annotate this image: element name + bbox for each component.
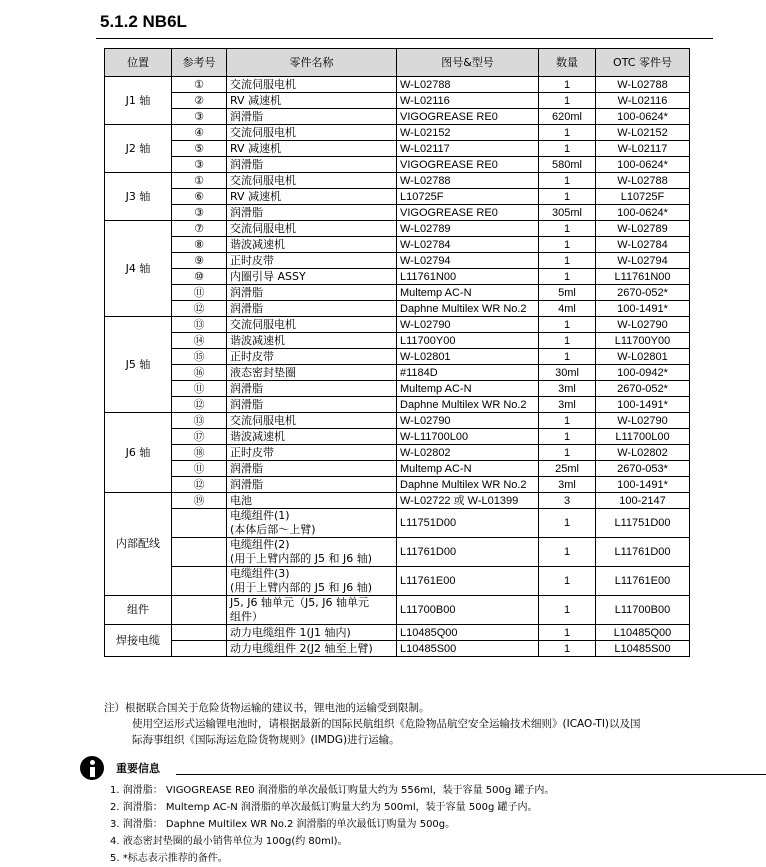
position-cell: J5 轴 bbox=[105, 317, 172, 413]
model-cell: VIGOGREASE RE0 bbox=[397, 157, 539, 173]
otc-cell: 2670-052* bbox=[596, 381, 690, 397]
part-name-cell: 润滑脂 bbox=[227, 397, 397, 413]
model-cell: W-L02152 bbox=[397, 125, 539, 141]
otc-cell: W-L02794 bbox=[596, 253, 690, 269]
model-cell: Daphne Multilex WR No.2 bbox=[397, 477, 539, 493]
part-name-cell: 液态密封垫圈 bbox=[227, 365, 397, 381]
otc-cell: L10485S00 bbox=[596, 641, 690, 657]
table-row bbox=[105, 285, 690, 301]
model-cell: W-L02801 bbox=[397, 349, 539, 365]
part-name-cell: 谐波减速机 bbox=[227, 429, 397, 445]
ref-cell bbox=[172, 596, 227, 625]
part-name-cell: 润滑脂 bbox=[227, 205, 397, 221]
model-cell: L10485S00 bbox=[397, 641, 539, 657]
qty-cell: 1 bbox=[539, 125, 596, 141]
part-name-cell: 正时皮带 bbox=[227, 445, 397, 461]
qty-cell: 1 bbox=[539, 445, 596, 461]
qty-cell: 1 bbox=[539, 317, 596, 333]
position-cell: J1 轴 bbox=[105, 77, 172, 125]
table-row bbox=[105, 493, 690, 509]
part-name-cell: 交流伺服电机 bbox=[227, 317, 397, 333]
part-name-cell: 谐波减速机 bbox=[227, 333, 397, 349]
otc-cell: L10485Q00 bbox=[596, 625, 690, 641]
part-name-cell: 动力电缆组件 2(J2 轴至上臂) bbox=[227, 641, 397, 657]
table-row bbox=[105, 237, 690, 253]
ref-cell: ⑪ bbox=[172, 285, 227, 301]
part-name-line: J5, J6 轴单元（J5, J6 轴单元 bbox=[230, 596, 369, 609]
qty-cell: 1 bbox=[539, 173, 596, 189]
model-cell: W-L02802 bbox=[397, 445, 539, 461]
part-name-cell: 交流伺服电机 bbox=[227, 413, 397, 429]
part-name-cell: 正时皮带 bbox=[227, 253, 397, 269]
otc-cell: L11751D00 bbox=[596, 509, 690, 538]
table-row bbox=[105, 125, 690, 141]
ref-cell: ② bbox=[172, 93, 227, 109]
part-name-line: 组件） bbox=[230, 610, 263, 623]
otc-cell: L11761E00 bbox=[596, 567, 690, 596]
qty-cell: 1 bbox=[539, 237, 596, 253]
otc-cell: W-L02802 bbox=[596, 445, 690, 461]
qty-cell: 25ml bbox=[539, 461, 596, 477]
part-name-cell: 润滑脂 bbox=[227, 109, 397, 125]
qty-cell: 1 bbox=[539, 413, 596, 429]
qty-cell: 580ml bbox=[539, 157, 596, 173]
header-position: 位置 bbox=[105, 49, 172, 77]
model-cell: L10725F bbox=[397, 189, 539, 205]
otc-cell: L10725F bbox=[596, 189, 690, 205]
ref-cell: ① bbox=[172, 77, 227, 93]
important-title: 重要信息 bbox=[116, 762, 160, 775]
ref-cell: ① bbox=[172, 173, 227, 189]
part-name-line: 电缆组件(1) bbox=[230, 509, 290, 522]
position-cell: J3 轴 bbox=[105, 173, 172, 221]
ref-cell: ⑦ bbox=[172, 221, 227, 237]
qty-cell: 4ml bbox=[539, 301, 596, 317]
otc-cell: W-L02788 bbox=[596, 77, 690, 93]
otc-cell: 2670-052* bbox=[596, 285, 690, 301]
table-row bbox=[105, 381, 690, 397]
table-row bbox=[105, 538, 690, 567]
list-item: 2. 润滑脂： Multemp AC-N 润滑脂的单次最低订购量大约为 500ml，装于容量 500g 罐子内。 bbox=[110, 802, 538, 813]
position-cell: 焊接电缆 bbox=[105, 625, 172, 657]
qty-cell: 305ml bbox=[539, 205, 596, 221]
otc-cell: W-L02790 bbox=[596, 413, 690, 429]
qty-cell: 1 bbox=[539, 567, 596, 596]
position-cell: J2 轴 bbox=[105, 125, 172, 173]
ref-cell: ③ bbox=[172, 109, 227, 125]
model-cell: L11751D00 bbox=[397, 509, 539, 538]
otc-cell: W-L02788 bbox=[596, 173, 690, 189]
qty-cell: 1 bbox=[539, 641, 596, 657]
table-row bbox=[105, 301, 690, 317]
table-row bbox=[105, 445, 690, 461]
otc-cell: 100-1491* bbox=[596, 477, 690, 493]
ref-cell: ⑧ bbox=[172, 237, 227, 253]
part-name-line: (用于上臂内部的 J5 和 J6 轴) bbox=[230, 581, 373, 594]
header-qty: 数量 bbox=[539, 49, 596, 77]
part-name-cell: RV 减速机 bbox=[227, 93, 397, 109]
table-row bbox=[105, 157, 690, 173]
ref-cell bbox=[172, 567, 227, 596]
table-row bbox=[105, 77, 690, 93]
otc-cell: 100-1491* bbox=[596, 301, 690, 317]
qty-cell: 1 bbox=[539, 189, 596, 205]
ref-cell: ⑫ bbox=[172, 397, 227, 413]
qty-cell: 620ml bbox=[539, 109, 596, 125]
table-row bbox=[105, 317, 690, 333]
list-item: 3. 润滑脂： Daphne Multilex WR No.2 润滑脂的单次最低订购量为 500g。 bbox=[110, 819, 456, 830]
position-cell: 组件 bbox=[105, 596, 172, 625]
part-name-line: 电缆组件(2) bbox=[230, 538, 290, 551]
list-item: 1. 润滑脂： VIGOGREASE RE0 润滑脂的单次最低订购量大约为 556ml，装于容量 500g 罐子内。 bbox=[110, 785, 555, 796]
otc-cell: 100-0942* bbox=[596, 365, 690, 381]
ref-cell: ⑥ bbox=[172, 189, 227, 205]
model-cell: L11700B00 bbox=[397, 596, 539, 625]
position-cell: 内部配线 bbox=[105, 493, 172, 596]
ref-cell bbox=[172, 625, 227, 641]
qty-cell: 1 bbox=[539, 77, 596, 93]
model-cell: W-L02117 bbox=[397, 141, 539, 157]
ref-cell: ⑫ bbox=[172, 301, 227, 317]
ref-cell: ⑪ bbox=[172, 461, 227, 477]
otc-cell: W-L02116 bbox=[596, 93, 690, 109]
part-name-cell: 交流伺服电机 bbox=[227, 125, 397, 141]
otc-cell: 100-0624* bbox=[596, 109, 690, 125]
model-cell: Daphne Multilex WR No.2 bbox=[397, 301, 539, 317]
section-heading bbox=[96, 8, 713, 39]
qty-cell: 1 bbox=[539, 429, 596, 445]
ref-cell: ⑬ bbox=[172, 413, 227, 429]
otc-cell: 100-0624* bbox=[596, 205, 690, 221]
header-ref: 参考号 bbox=[172, 49, 227, 77]
ref-cell: ⑫ bbox=[172, 477, 227, 493]
qty-cell: 3 bbox=[539, 493, 596, 509]
ref-cell: ⑬ bbox=[172, 317, 227, 333]
part-name-cell: 润滑脂 bbox=[227, 477, 397, 493]
part-name-cell: 谐波减速机 bbox=[227, 237, 397, 253]
ref-cell bbox=[172, 538, 227, 567]
part-name-cell: 电池 bbox=[227, 493, 397, 509]
model-cell: L10485Q00 bbox=[397, 625, 539, 641]
table-header-row bbox=[105, 49, 690, 77]
table-row bbox=[105, 365, 690, 381]
model-cell: L11761D00 bbox=[397, 538, 539, 567]
otc-cell: 100-0624* bbox=[596, 157, 690, 173]
model-cell: W-L02788 bbox=[397, 77, 539, 93]
ref-cell: ⑭ bbox=[172, 333, 227, 349]
otc-cell: W-L02117 bbox=[596, 141, 690, 157]
table-row bbox=[105, 596, 690, 625]
table-row bbox=[105, 333, 690, 349]
position-cell: J4 轴 bbox=[105, 221, 172, 317]
qty-cell: 1 bbox=[539, 349, 596, 365]
otc-cell: L11700B00 bbox=[596, 596, 690, 625]
part-name-cell bbox=[227, 596, 397, 625]
model-cell: Multemp AC-N bbox=[397, 461, 539, 477]
table-row bbox=[105, 189, 690, 205]
part-name-cell: 润滑脂 bbox=[227, 381, 397, 397]
ref-cell: ⑪ bbox=[172, 381, 227, 397]
qty-cell: 1 bbox=[539, 333, 596, 349]
table-row bbox=[105, 461, 690, 477]
table-row bbox=[105, 413, 690, 429]
model-cell: W-L11700L00 bbox=[397, 429, 539, 445]
part-name-cell: 润滑脂 bbox=[227, 157, 397, 173]
ref-cell: ⑯ bbox=[172, 365, 227, 381]
note-line: 注）根据联合国关于危险货物运输的建议书，锂电池的运输受到限制。 bbox=[104, 702, 430, 714]
qty-cell: 1 bbox=[539, 141, 596, 157]
qty-cell: 1 bbox=[539, 625, 596, 641]
model-cell: W-L02790 bbox=[397, 413, 539, 429]
part-name-cell: RV 减速机 bbox=[227, 141, 397, 157]
header-otc: OTC 零件号 bbox=[596, 49, 690, 77]
list-item: 5. *标志表示推荐的备件。 bbox=[110, 853, 228, 864]
table-row bbox=[105, 567, 690, 596]
ref-cell: ④ bbox=[172, 125, 227, 141]
qty-cell: 1 bbox=[539, 93, 596, 109]
qty-cell: 3ml bbox=[539, 477, 596, 493]
otc-cell: 2670-053* bbox=[596, 461, 690, 477]
qty-cell: 1 bbox=[539, 269, 596, 285]
otc-cell: W-L02784 bbox=[596, 237, 690, 253]
ref-cell bbox=[172, 509, 227, 538]
table-row bbox=[105, 625, 690, 641]
model-cell: W-L02788 bbox=[397, 173, 539, 189]
table-row bbox=[105, 429, 690, 445]
table-row bbox=[105, 93, 690, 109]
part-name-cell: 正时皮带 bbox=[227, 349, 397, 365]
note-line: 使用空运形式运输锂电池时，请根据最新的国际民航组织《危险物品航空安全运输技术细则》(ICAO-TI)以及国 bbox=[132, 718, 641, 730]
qty-cell: 1 bbox=[539, 596, 596, 625]
model-cell: L11761E00 bbox=[397, 567, 539, 596]
model-cell: W-L02790 bbox=[397, 317, 539, 333]
otc-cell: L11761D00 bbox=[596, 538, 690, 567]
ref-cell: ⑨ bbox=[172, 253, 227, 269]
model-cell: Daphne Multilex WR No.2 bbox=[397, 397, 539, 413]
model-cell: W-L02116 bbox=[397, 93, 539, 109]
model-cell: L11700Y00 bbox=[397, 333, 539, 349]
ref-cell: ⑩ bbox=[172, 269, 227, 285]
part-name-cell: 交流伺服电机 bbox=[227, 173, 397, 189]
part-name-cell: 润滑脂 bbox=[227, 301, 397, 317]
note-line: 际海事组织《国际海运危险货物规则》(IMDG)进行运输。 bbox=[132, 734, 400, 746]
table-row bbox=[105, 509, 690, 538]
ref-cell: ⑲ bbox=[172, 493, 227, 509]
model-cell: Multemp AC-N bbox=[397, 381, 539, 397]
list-item: 4. 液态密封垫圈的最小销售单位为 100g(约 80ml)。 bbox=[110, 836, 348, 847]
table-row bbox=[105, 173, 690, 189]
table-row bbox=[105, 269, 690, 285]
ref-cell: ③ bbox=[172, 157, 227, 173]
table-row bbox=[105, 253, 690, 269]
part-name-cell: 交流伺服电机 bbox=[227, 221, 397, 237]
part-name-cell: 交流伺服电机 bbox=[227, 77, 397, 93]
qty-cell: 3ml bbox=[539, 397, 596, 413]
header-model: 图号&型号 bbox=[397, 49, 539, 77]
part-name-cell bbox=[227, 538, 397, 567]
qty-cell: 1 bbox=[539, 538, 596, 567]
parts-table bbox=[104, 48, 690, 657]
model-cell: Multemp AC-N bbox=[397, 285, 539, 301]
part-name-cell: 动力电缆组件 1(J1 轴内) bbox=[227, 625, 397, 641]
table-row bbox=[105, 397, 690, 413]
table-row bbox=[105, 141, 690, 157]
qty-cell: 1 bbox=[539, 509, 596, 538]
otc-cell: W-L02801 bbox=[596, 349, 690, 365]
qty-cell: 30ml bbox=[539, 365, 596, 381]
note-block bbox=[104, 700, 724, 748]
table-row bbox=[105, 205, 690, 221]
ref-cell bbox=[172, 641, 227, 657]
otc-cell: L11700L00 bbox=[596, 429, 690, 445]
otc-cell: 100-1491* bbox=[596, 397, 690, 413]
model-cell: VIGOGREASE RE0 bbox=[397, 205, 539, 221]
otc-cell: W-L02789 bbox=[596, 221, 690, 237]
part-name-line: 电缆组件(3) bbox=[230, 567, 290, 580]
ref-cell: ⑮ bbox=[172, 349, 227, 365]
otc-cell: W-L02790 bbox=[596, 317, 690, 333]
ref-cell: ⑰ bbox=[172, 429, 227, 445]
part-name-line: (用于上臂内部的 J5 和 J6 轴) bbox=[230, 552, 373, 565]
model-cell: #1184D bbox=[397, 365, 539, 381]
ref-cell: ⑤ bbox=[172, 141, 227, 157]
part-name-cell bbox=[227, 509, 397, 538]
qty-cell: 1 bbox=[539, 221, 596, 237]
table-row bbox=[105, 109, 690, 125]
model-cell: W-L02784 bbox=[397, 237, 539, 253]
model-cell: L11761N00 bbox=[397, 269, 539, 285]
otc-cell: L11700Y00 bbox=[596, 333, 690, 349]
model-cell: VIGOGREASE RE0 bbox=[397, 109, 539, 125]
otc-cell: L11761N00 bbox=[596, 269, 690, 285]
part-name-cell: 内圈引导 ASSY bbox=[227, 269, 397, 285]
table-row bbox=[105, 477, 690, 493]
model-cell: W-L02794 bbox=[397, 253, 539, 269]
position-cell: J6 轴 bbox=[105, 413, 172, 493]
table-row bbox=[105, 221, 690, 237]
header-part-name: 零件名称 bbox=[227, 49, 397, 77]
ref-cell: ⑱ bbox=[172, 445, 227, 461]
table-body bbox=[105, 77, 690, 657]
table-row bbox=[105, 641, 690, 657]
model-cell: W-L02722 或 W-L01399 bbox=[397, 493, 539, 509]
part-name-cell bbox=[227, 567, 397, 596]
section-title: 5.1.2 NB6L bbox=[100, 12, 187, 31]
part-name-cell: 润滑脂 bbox=[227, 461, 397, 477]
table-row bbox=[105, 349, 690, 365]
otc-cell: 100-2147 bbox=[596, 493, 690, 509]
divider bbox=[176, 774, 766, 775]
model-cell: W-L02789 bbox=[397, 221, 539, 237]
part-name-cell: RV 减速机 bbox=[227, 189, 397, 205]
info-icon bbox=[80, 756, 104, 780]
part-name-cell: 润滑脂 bbox=[227, 285, 397, 301]
qty-cell: 1 bbox=[539, 253, 596, 269]
qty-cell: 3ml bbox=[539, 381, 596, 397]
important-list bbox=[110, 782, 554, 867]
ref-cell: ③ bbox=[172, 205, 227, 221]
part-name-line: (本体后部～上臂) bbox=[230, 523, 316, 536]
qty-cell: 5ml bbox=[539, 285, 596, 301]
otc-cell: W-L02152 bbox=[596, 125, 690, 141]
